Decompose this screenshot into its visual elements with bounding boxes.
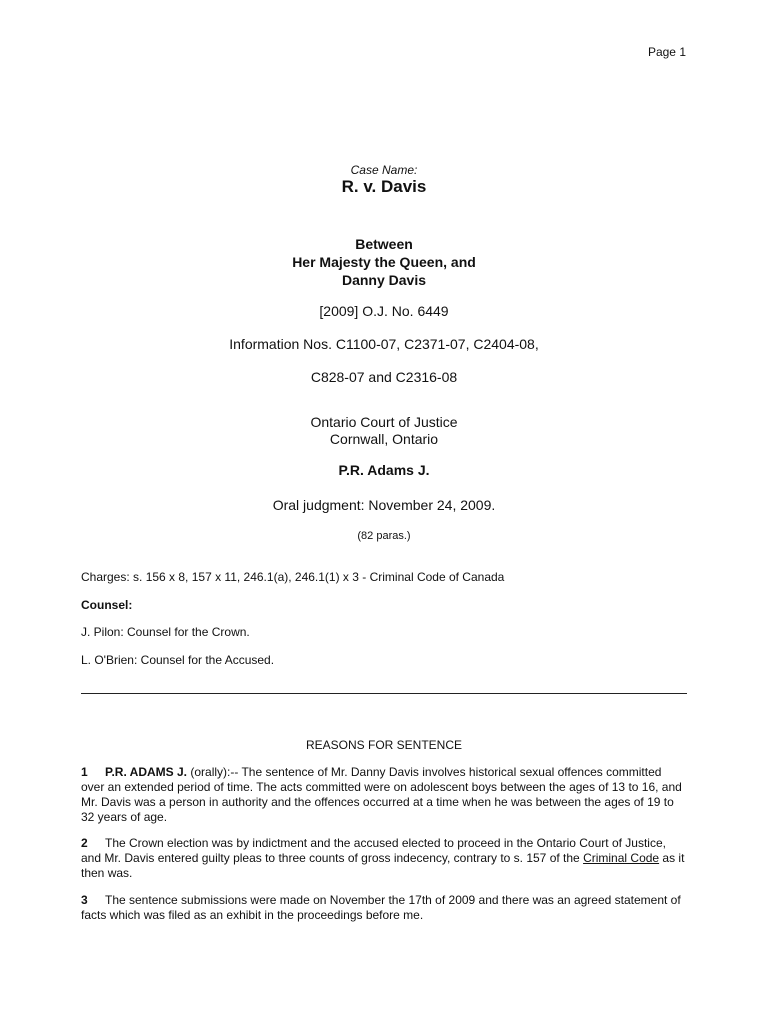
paragraph-1 <box>81 765 687 825</box>
parties-block <box>0 235 768 289</box>
paragraph-count: (82 paras.) <box>357 530 411 542</box>
counsel-heading: Counsel: <box>81 598 133 612</box>
party-crown: Her Majesty the Queen, and <box>292 254 476 270</box>
page-number: Page 1 <box>647 45 686 59</box>
court-location: Cornwall, Ontario <box>329 431 439 447</box>
between-label: Between <box>355 236 413 252</box>
case-title: R. v. Davis <box>341 177 427 196</box>
counsel-crown: J. Pilon: Counsel for the Crown. <box>81 625 250 639</box>
paragraph-text: The Crown election was by indictment and the accused elected to proceed in the Ontario Court of Justice, and Mr. Davis entered guilty pleas to three counts of gross indecency, contrary to s. 157 of the <box>81 836 666 865</box>
paragraph-number: 1 <box>81 765 88 779</box>
judge-speaker: P.R. ADAMS J. <box>105 765 188 779</box>
information-numbers-line2: C828-07 and C2316-08 <box>310 369 458 385</box>
case-citation: [2009] O.J. No. 6449 <box>319 303 449 319</box>
party-accused: Danny Davis <box>341 272 427 288</box>
information-numbers-line1: Information Nos. C1100-07, C2371-07, C2404-08, <box>229 336 539 352</box>
paragraph-text: The sentence submissions were made on November the 17th of 2009 and there was an agreed statement of facts which was filed as an exhibit in the proceedings before me. <box>81 893 681 922</box>
reasons-heading: REASONS FOR SENTENCE <box>305 738 463 752</box>
paragraph-3 <box>81 893 687 923</box>
oral-judgment-date: Oral judgment: November 24, 2009. <box>272 497 496 513</box>
judge-name: P.R. Adams J. <box>338 462 430 478</box>
charges-line: Charges: s. 156 x 8, 157 x 11, 246.1(a), 246.1(1) x 3 - Criminal Code of Canada <box>81 570 505 584</box>
paragraph-number: 2 <box>81 836 88 850</box>
court-name: Ontario Court of Justice <box>310 414 458 430</box>
paragraph-text-end: as it then was. <box>81 851 685 880</box>
paragraph-2 <box>81 836 687 881</box>
court-block <box>0 414 768 448</box>
counsel-accused: L. O'Brien: Counsel for the Accused. <box>81 653 275 667</box>
paragraph-number: 3 <box>81 893 88 907</box>
paragraph-text: (orally):-- The sentence of Mr. Danny Davis involves historical sexual offences committed over an extended period of time. The acts committed were on adolescent boys between the ages of 13 to 16, and Mr. Davis was a person in authority and the offences occurred at a time when he was between the ages of 19 to 32 years of age. <box>81 765 682 824</box>
criminal-code-link[interactable]: Criminal Code <box>583 851 660 865</box>
case-name-label: Case Name: <box>350 163 418 177</box>
section-divider <box>81 693 687 694</box>
